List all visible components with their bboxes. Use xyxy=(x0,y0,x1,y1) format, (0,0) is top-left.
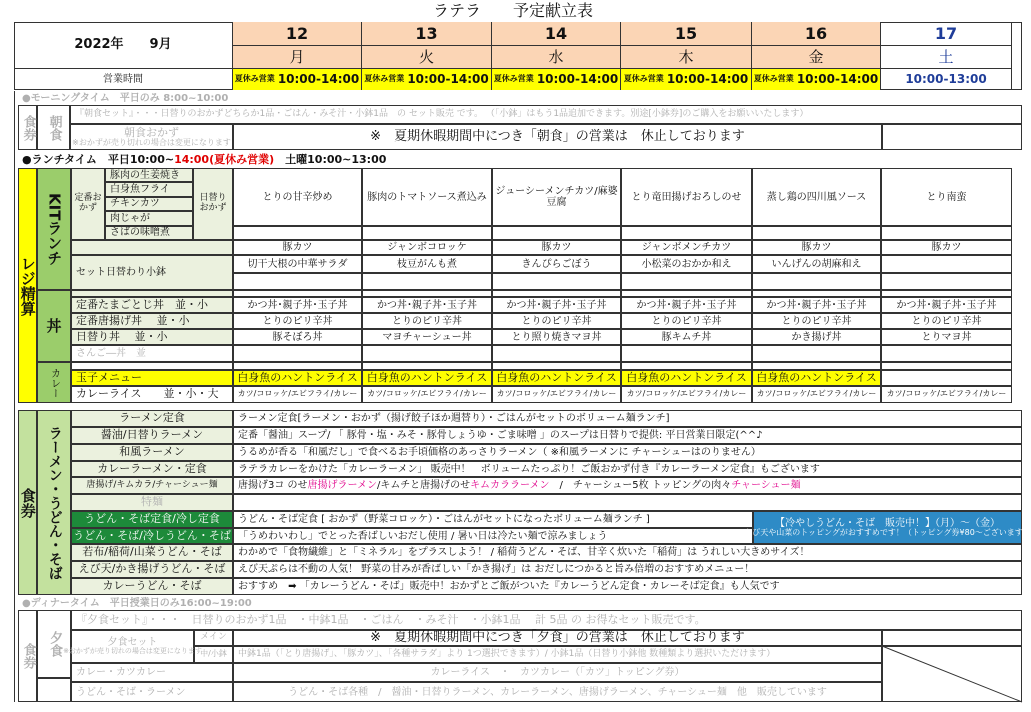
curry-item: カツ/コロッケ/エビフライ/カレー xyxy=(881,386,1012,403)
curry-item: カツ/コロッケ/エビフライ/カレー xyxy=(752,386,881,403)
curry-top-empty xyxy=(492,362,621,370)
kobachi-empty xyxy=(233,273,362,290)
don-top-empty xyxy=(752,290,881,297)
day-hours xyxy=(233,68,362,90)
kobachi-empty xyxy=(752,273,881,290)
don-name: 定番たまごとじ丼 並・小 xyxy=(71,297,233,313)
dinner-notice: ※ 夏期休暇期間中につき「夕食」の営業は 休止しております xyxy=(233,630,882,646)
lunch-header xyxy=(18,153,1022,168)
sub-item: ジャンボコロッケ xyxy=(362,240,492,255)
kobachi-item: 枝豆がんも煮 xyxy=(362,255,492,273)
sanshoku-empty xyxy=(492,345,621,362)
kobachi-empty xyxy=(492,273,621,290)
don-item: かつ丼･親子丼･玉子丼 xyxy=(621,297,752,313)
sanshoku-empty xyxy=(362,345,492,362)
noodle-desc-part: チャーシュー麺 xyxy=(731,480,801,491)
day-weekday: 水 xyxy=(492,45,621,68)
noodle-name: うどん・そば/冷しうどん・そば xyxy=(71,528,233,544)
curry-label: カレー xyxy=(37,362,71,403)
day-hours xyxy=(621,68,752,90)
sub-item: 豚カツ xyxy=(752,240,881,255)
higawari-empty xyxy=(621,226,752,240)
morning-empty xyxy=(882,124,1022,150)
dinner-noodle-label: うどん・そば・ラーメン xyxy=(71,682,233,702)
sanshoku-empty xyxy=(233,345,362,362)
noodle-desc xyxy=(233,477,1022,494)
sanshoku-label: さんご―丼 並 xyxy=(71,345,233,362)
day-hours xyxy=(881,68,1012,90)
day-hours xyxy=(362,68,492,90)
higawari-item: 蒸し鶏の四川風ソース xyxy=(752,168,881,226)
dinner-side-label-1: 食券 xyxy=(18,610,37,702)
day-date: 12 xyxy=(233,22,362,45)
noodle-desc: えび天ぷらは不動の人気！ 野菜の甘みが香ばしい「かき揚げ」は おだしにつかると旨み倍増のおすすめメニュー！ xyxy=(233,561,1022,578)
curry-top-spacer xyxy=(71,362,233,370)
day-date: 14 xyxy=(492,22,621,45)
don-item: とり照り焼きマヨ丼 xyxy=(492,329,621,345)
higawari-empty xyxy=(492,226,621,240)
kobachi-item xyxy=(881,255,1012,273)
noodle-desc-part: / チャーシュー5枚 トッピングの肉々 xyxy=(549,480,732,491)
don-top-empty xyxy=(881,290,1012,297)
kobachi-empty xyxy=(881,273,1012,290)
don-item: とりのピリ辛丼 xyxy=(752,313,881,329)
dinner-side-empty xyxy=(37,678,71,702)
noodle-name: 特麺 xyxy=(71,494,233,511)
tamago-item: 白身魚のハントンライス xyxy=(621,370,752,386)
day-date: 17 xyxy=(881,22,1012,45)
tamago-item: 白身魚のハントンライス xyxy=(752,370,881,386)
hours-time: 10:00-14:00 xyxy=(796,71,879,86)
noodle-desc-part: 唐揚げラーメン xyxy=(307,480,378,491)
lunch-header-part: (夏休み営業) xyxy=(209,153,275,167)
noodle-name: 若布/稲荷/山菜うどん・そば xyxy=(71,544,233,561)
don-name: 定番唐揚げ丼 並・小 xyxy=(71,313,233,329)
hours-prefix: 夏休み営業 xyxy=(753,74,794,84)
noodle-desc: ラーメン定食[ラーメン・おかず（揚げ餃子ほか週替り）・ごはんがセットのボリューム麺ランチ] xyxy=(233,410,1022,427)
hours-prefix: 夏休み営業 xyxy=(234,74,275,84)
register-label: レジ精算 xyxy=(18,168,37,403)
sub-item: ジャンボメンチカツ xyxy=(621,240,752,255)
cold-notice: 【冷やしうどん・そば 販売中！】（月）～（金） xyxy=(775,517,1000,529)
noodle-desc: 「うめわいわし」でとった香ばしいおだし使用 / 暑い日は冷たい麺で涼みましょう xyxy=(233,528,753,544)
noodle-name: カレーうどん・そば xyxy=(71,578,233,595)
noodle-name: ラーメン定食 xyxy=(71,410,233,427)
hours-time: 10:00-14:00 xyxy=(277,71,360,86)
curry-item: カツ/コロッケ/エビフライ/カレー xyxy=(233,386,362,403)
higawari-item: 豚肉のトマトソース煮込み xyxy=(362,168,492,226)
sanshoku-empty xyxy=(881,345,1012,362)
don-item: かつ丼･親子丼･玉子丼 xyxy=(492,297,621,313)
higawari-item: とりの甘辛炒め xyxy=(233,168,362,226)
don-item: マヨチャーシュー丼 xyxy=(362,329,492,345)
higawari-empty xyxy=(752,226,881,240)
don-item: とりのピリ辛丼 xyxy=(362,313,492,329)
morning-side-label-1: 食券 xyxy=(18,105,37,150)
dinner-set-desc: 『夕食セット』・・・ 日替りのおかず1品 ・中鉢1品 ・ごはん ・みそ汁 ・小鉢1品 計 5品 の お得なセット販売です。 xyxy=(71,610,1022,630)
year-month: 2022年 9月 xyxy=(14,22,233,68)
day-hours xyxy=(492,68,621,90)
morning-set-desc: 『朝食セット』・・・日替りのおかずどちらか1品・ごはん・みそ汁・小鉢1品 の セット販売 です。 （「小鉢」はもう1品追加できます。別途[小鉢券]のご購入をお願いいたします） xyxy=(70,105,1022,124)
don-item: かつ丼･親子丼･玉子丼 xyxy=(881,297,1012,313)
dinner-curry-desc: カレーライス ・ カツカレー（「カツ」トッピング券） xyxy=(233,663,882,682)
noodle-group-label: ラーメン・うどん・そば xyxy=(37,410,71,595)
teiban-item: 白身魚フライ xyxy=(105,182,193,196)
day-date: 16 xyxy=(752,22,881,45)
don-top-empty xyxy=(362,290,492,297)
left-margin-line xyxy=(14,91,18,702)
don-item: とりのピリ辛丼 xyxy=(621,313,752,329)
dinner-yuushoku-note: ※おかずが売り切れの場合は変更になります xyxy=(63,647,202,656)
don-item: かつ丼･親子丼･玉子丼 xyxy=(362,297,492,313)
don-item: かき揚げ丼 xyxy=(752,329,881,345)
higawari-item: とり南蛮 xyxy=(881,168,1012,226)
higawari-empty xyxy=(881,226,1012,240)
day-date: 15 xyxy=(621,22,752,45)
noodle-desc-part: /キムチと唐揚げのせ xyxy=(377,480,471,491)
kit-label: KITランチ xyxy=(37,168,71,290)
noodle-name: 唐揚げ/キムカラ/チャーシュー麺 xyxy=(71,477,233,494)
tamago-item: 白身魚のハントンライス xyxy=(233,370,362,386)
higawari-empty xyxy=(362,226,492,240)
page-title: ラテラ 予定献立表 xyxy=(432,1,593,21)
cold-notice-box xyxy=(744,511,1031,544)
hours-time: 10:00-14:00 xyxy=(666,71,749,86)
noodle-desc-part: 唐揚げ3コ のせ xyxy=(238,480,308,491)
dinner-chuu-desc: 中鉢1品（「とり唐揚げ」、「豚カツ」、「各種サラダ」より 1つ選択できます）/ 小鉢1品（日替り小鉢他 数種類より選択いただけます） xyxy=(233,646,882,663)
day-date: 13 xyxy=(362,22,492,45)
kobachi-item: 小松菜のおかか和え xyxy=(621,255,752,273)
noodle-name: 和風ラーメン xyxy=(71,444,233,461)
noodle-desc-part: キムカララーメン xyxy=(470,480,550,491)
noodle-side-label: 食券 xyxy=(18,410,37,595)
curry-top-empty xyxy=(752,362,881,370)
kobachi-item: きんぴらごぼう xyxy=(492,255,621,273)
noodle-desc: 定番「醤油」スープ/ 「 豚骨・塩・みそ・豚骨しょうゆ・ごま味噌 」のスープは日替りで提供: 平日営業日限定(^^♪ xyxy=(233,427,1022,444)
day-weekday: 月 xyxy=(233,45,362,68)
dinner-yuushoku-label: 夕食セット ※おかずが売り切れの場合は変更になります xyxy=(71,630,194,663)
kobachi-empty xyxy=(621,273,752,290)
teiban-item: さばの味噌煮 xyxy=(105,226,193,240)
curry-item: カツ/コロッケ/エビフライ/カレー xyxy=(362,386,492,403)
don-item: かつ丼･親子丼･玉子丼 xyxy=(752,297,881,313)
tamago-item: 白身魚のハントンライス xyxy=(362,370,492,386)
dinner-noodle-desc: うどん・そば各種 / 醤油・日替りラーメン、カレーラーメン、唐揚げラーメン、チャーシュー麺 他 販売しています xyxy=(233,682,882,702)
morning-notice: ※ 夏期休暇期間中につき「朝食」の営業は 休止しております xyxy=(233,124,882,150)
hours-label: 営業時間 xyxy=(14,68,233,90)
sub-item: 豚カツ xyxy=(881,240,1012,255)
noodle-name: 醤油/日替りラーメン xyxy=(71,427,233,444)
don-item: とりマヨ丼 xyxy=(881,329,1012,345)
day-weekday: 土 xyxy=(881,45,1012,68)
don-item: 豚キムチ丼 xyxy=(621,329,752,345)
noodle-name: うどん・そば定食/冷し定食 xyxy=(71,511,233,528)
noodle-desc xyxy=(233,494,1022,511)
curry-item: カツ/コロッケ/エビフライ/カレー xyxy=(492,386,621,403)
don-item: かつ丼･親子丼･玉子丼 xyxy=(233,297,362,313)
dinner-side-label-2: 夕食 xyxy=(37,610,71,678)
don-top-empty xyxy=(233,290,362,297)
hours-prefix: 夏休み営業 xyxy=(364,74,405,84)
don-top-empty xyxy=(492,290,621,297)
tamago-item: 白身魚のハントンライス xyxy=(492,370,621,386)
day-weekday: 金 xyxy=(752,45,881,68)
kobachi-label: セット日替わり小鉢 xyxy=(71,255,233,290)
dinner-curry-label: カレー・カツカレー xyxy=(71,663,233,682)
don-item: とりのピリ辛丼 xyxy=(881,313,1012,329)
higawari-item: ジューシーメンチカツ/麻婆豆腐 xyxy=(492,168,621,226)
diagonal-divider xyxy=(882,646,1022,702)
don-top-empty xyxy=(621,290,752,297)
curry-rice-label: カレーライス 並・小・大 xyxy=(71,386,233,403)
kobachi-item: いんげんの胡麻和え xyxy=(752,255,881,273)
tamago-item xyxy=(881,370,1012,386)
morning-header: ●モーニングタイム 平日のみ 8:00~10:00 xyxy=(22,92,229,104)
morning-side-label-2: 朝食 xyxy=(37,105,70,150)
don-item: とりのピリ辛丼 xyxy=(492,313,621,329)
tamago-label: 玉子メニュー xyxy=(71,370,233,386)
noodle-desc: うどん・そば定食 [ おかず（野菜コロッケ）・ごはんがセットになったボリューム麺ランチ ] xyxy=(233,511,753,528)
curry-top-empty xyxy=(881,362,1012,370)
day-weekday: 木 xyxy=(621,45,752,68)
curry-item: カツ/コロッケ/エビフライ/カレー xyxy=(621,386,752,403)
noodle-name: カレーラーメン・定食 xyxy=(71,461,233,477)
day-hours xyxy=(752,68,881,90)
teiban-label: 定番おかず xyxy=(71,168,105,240)
hours-time: 10:00-14:00 xyxy=(536,71,619,86)
don-label: 丼 xyxy=(37,290,71,362)
dinner-notice-empty xyxy=(882,630,1022,646)
teiban-item: 肉じゃが xyxy=(105,211,193,225)
kobachi-item: 切干大根の中華サラダ xyxy=(233,255,362,273)
morning-okazu-label: 朝食おかず ※おかずが売り切れの場合は変更になります xyxy=(70,124,233,150)
teiban-item: チキンカツ xyxy=(105,197,193,211)
sanshoku-empty xyxy=(752,345,881,362)
kobachi-spacer xyxy=(71,240,233,255)
hours-time: 10:00-14:00 xyxy=(407,71,489,86)
teiban-item: 豚肉の生姜焼き xyxy=(105,168,193,182)
morning-okazu-note: ※おかずが売り切れの場合は変更になります xyxy=(72,137,231,147)
lunch-header-part: ●ランチタイム 平日10:00~ xyxy=(22,153,175,167)
sub-item: 豚カツ xyxy=(492,240,621,255)
hours-time: 10:00-13:00 xyxy=(905,71,987,86)
noodle-desc: わかめで「食物繊維」と「ミネラル」をプラスしよう！ / 稲荷うどん・そば、甘辛く炊いた「稲荷」は うれしい大きめサイズ！ xyxy=(233,544,1022,561)
higawari-item: とり竜田揚げおろしのせ xyxy=(621,168,752,226)
noodle-name: えび天/かき揚げうどん・そば xyxy=(71,561,233,578)
noodle-desc: おすすめ ➡ 「カレーうどん・そば」販売中！おかずとご飯がついた『カレーうどん定食・カレーそば定食』も人気です xyxy=(233,578,1022,595)
don-item: とりのピリ辛丼 xyxy=(233,313,362,329)
day-weekday: 火 xyxy=(362,45,492,68)
dinner-header: ●ディナータイム 平日授業日のみ16:00~19:00 xyxy=(22,597,252,609)
higawari-empty xyxy=(233,226,362,240)
lunch-header-part: 土曜10:00~13:00 xyxy=(274,153,387,167)
noodle-desc: うるめが香る「和風だし」で食べるお手頃価格のあっさりラーメン（ ※和風ラーメンに チャーシューはのりません） xyxy=(233,444,1022,461)
don-top-spacer xyxy=(71,290,233,297)
don-name: 日替り丼 並・小 xyxy=(71,329,233,345)
curry-top-empty xyxy=(233,362,362,370)
dinner-main-label: メイン xyxy=(194,630,233,646)
lunch-header-part: 14:00 xyxy=(174,153,210,167)
dinner-chuu-label: 中/小鉢 xyxy=(194,646,233,663)
higawari-label: 日替りおかず xyxy=(193,168,233,240)
don-item: 豚そぼろ丼 xyxy=(233,329,362,345)
kobachi-empty xyxy=(362,273,492,290)
noodle-desc: ラテラカレーをかけた「カレーラーメン」 販売中！ ボリュームたっぷり！ご飯おかず付き『カレーラーメン定食』もございます xyxy=(233,461,1022,477)
hours-prefix: 夏休み営業 xyxy=(623,74,664,84)
curry-top-empty xyxy=(362,362,492,370)
curry-top-empty xyxy=(621,362,752,370)
sub-item: 豚カツ xyxy=(233,240,362,255)
sanshoku-empty xyxy=(621,345,752,362)
hours-prefix: 夏休み営業 xyxy=(493,74,534,84)
cold-note: えび天や山菜のトッピングがおすすめです！（トッピング券¥80～ございます） xyxy=(744,527,1031,537)
